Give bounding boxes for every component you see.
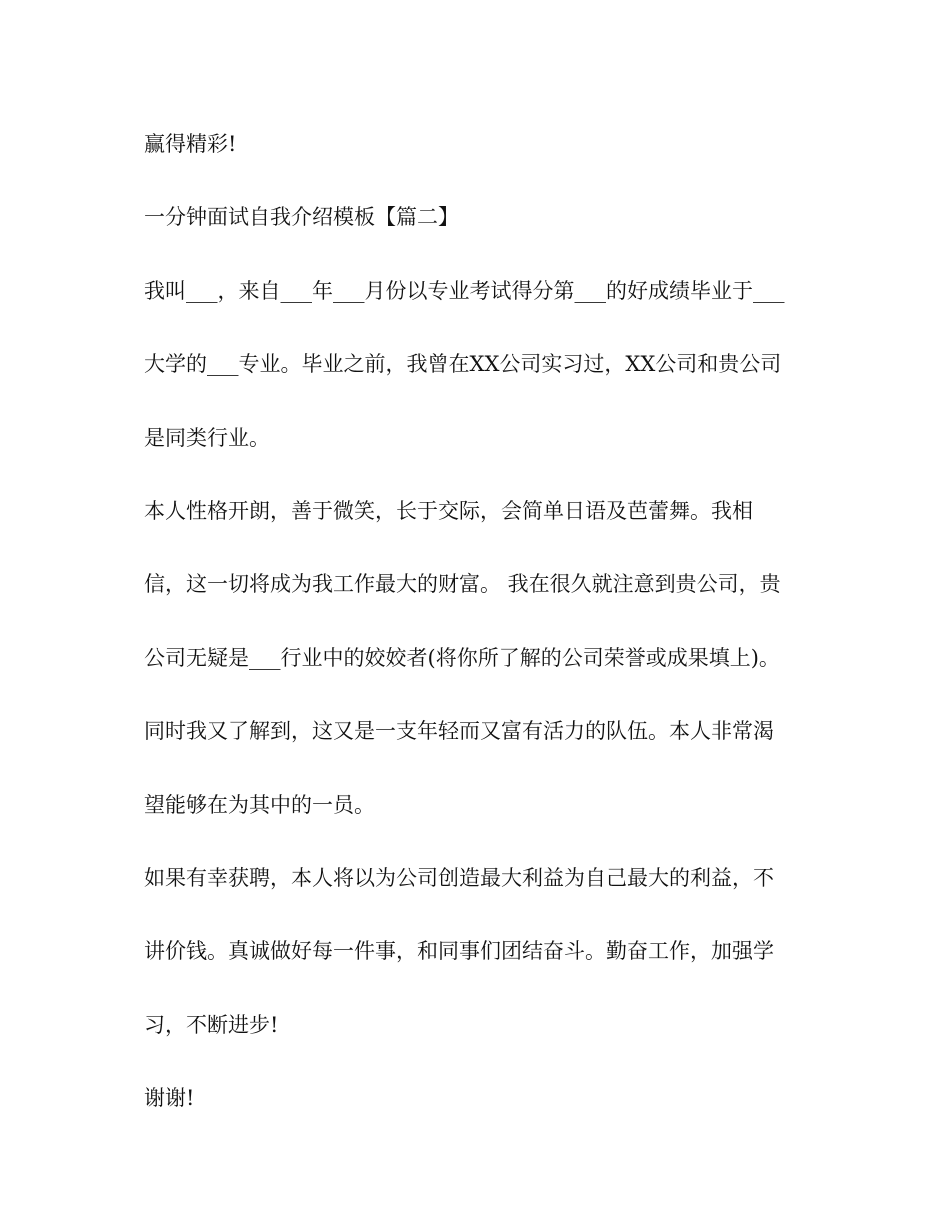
text-line: 本人性格开朗，善于微笑，长于交际，会简单日语及芭蕾舞。我相: [144, 499, 753, 523]
text-line: 公司无疑是___行业中的姣姣者(将你所了解的公司荣誉或成果填上)。: [144, 646, 780, 670]
text-line: 信，这一切将成为我工作最大的财富。 我在很久就注意到贵公司，贵: [144, 572, 781, 596]
text-line: 谢谢!: [144, 1086, 195, 1110]
text-line: 赢得精彩!: [144, 132, 237, 156]
text-line: 同时我又了解到，这又是一支年轻而又富有活力的队伍。本人非常渴: [144, 719, 774, 743]
text-line: 望能够在为其中的一员。: [144, 793, 375, 817]
section-heading: 一分钟面试自我介绍模板【篇二】: [144, 205, 459, 229]
text-line: 我叫___，来自___年___月份以专业考试得分第___的好成绩毕业于___: [144, 279, 785, 303]
text-line: 讲价钱。真诚做好每一件事，和同事们团结奋斗。勤奋工作，加强学: [144, 939, 774, 963]
text-line: 是同类行业。: [144, 426, 270, 450]
text-line: 习，不断进步!: [144, 1013, 279, 1037]
text-line: 如果有幸获聘，本人将以为公司创造最大利益为自己最大的利益，不: [144, 866, 774, 890]
text-line: 大学的___专业。毕业之前，我曾在XX公司实习过，XX公司和贵公司: [144, 352, 782, 376]
